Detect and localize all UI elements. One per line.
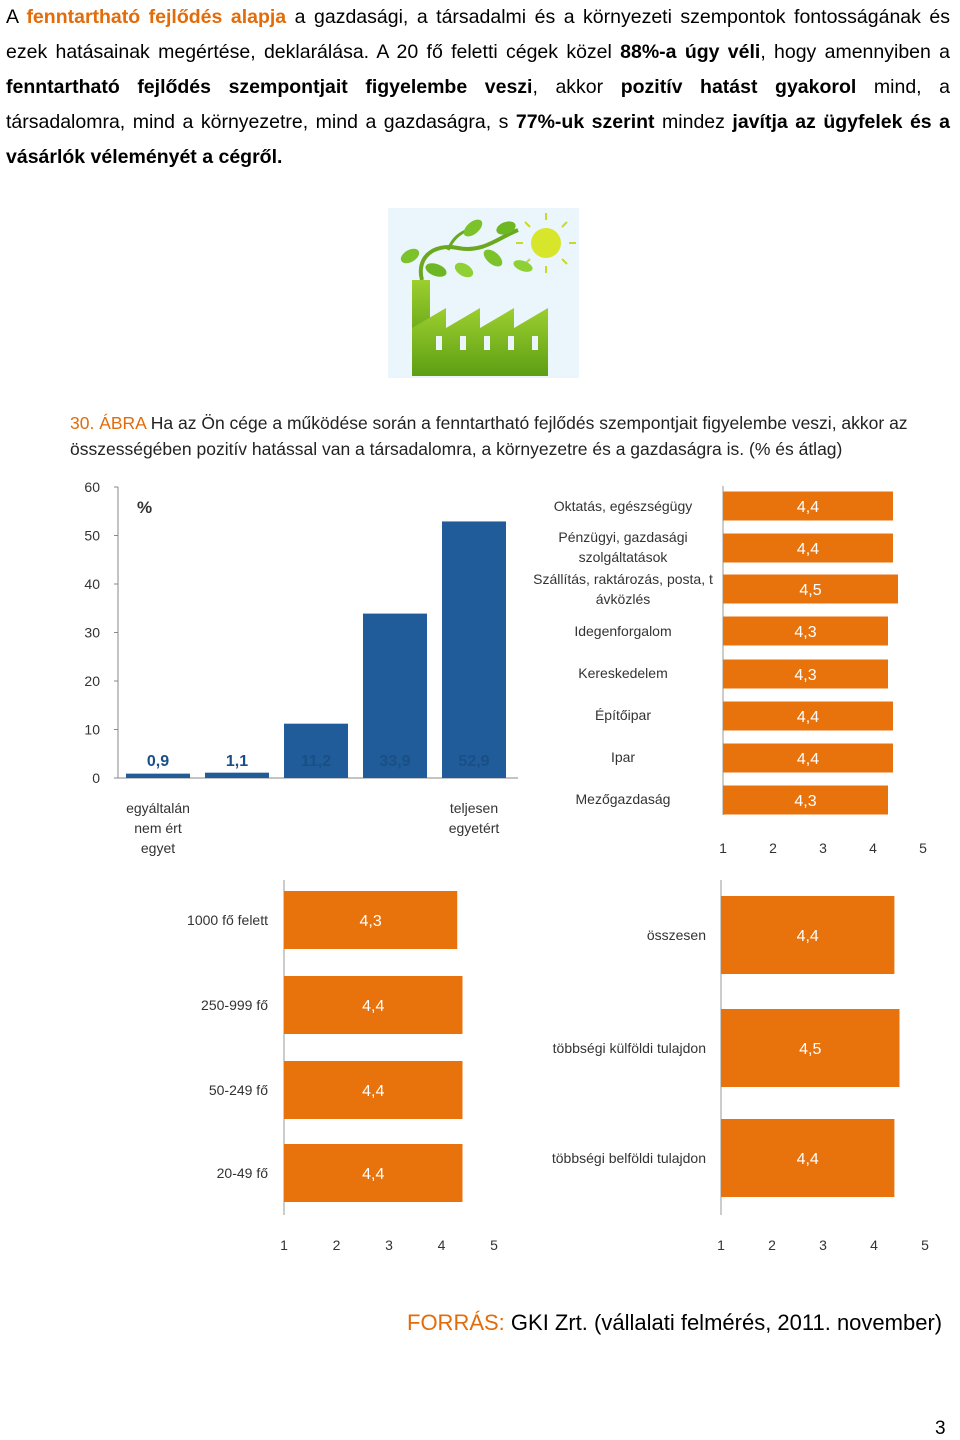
category-label: összesen [646,927,706,943]
data-label: 4,4 [796,928,819,945]
data-label: 4,4 [796,541,820,558]
data-label: 4,5 [799,1041,822,1058]
data-label: 4,5 [799,582,822,599]
x-tick-label: 1 [717,1237,725,1253]
category-label: Építőipar [594,707,652,723]
page-number: 3 [935,1418,946,1439]
para-text: , akkor [532,76,621,98]
para-bold: fenntartható fejlődés szempontjait figyelembe veszi [6,76,533,98]
sector-bar-chart [533,486,927,856]
ownership-bar-chart [552,880,929,1253]
para-bold: javítja az ügyfelek és a vásárlók véleményét a cégről. [6,111,950,168]
para-text: a gazdasági, a társadalmi és a környezeti szempontok fontosságának és ezek hatásainak megértése, deklarálása. A 20 fő feletti cégek közel [6,6,950,63]
x-tick-label: 4 [437,1237,446,1253]
data-label: 4,3 [794,793,817,810]
x-tick-label: 3 [385,1237,393,1253]
x-category-label: egyet [140,840,176,856]
x-category-label: nem ért [134,820,182,836]
data-label: 52,9 [458,753,490,770]
para-text: mindez [654,111,733,133]
data-label: 33,9 [379,753,411,770]
category-label: 250-999 fő [201,997,268,1013]
para-highlight: fenntartható fejlődés alapja [26,6,287,28]
x-tick-label: 5 [921,1237,929,1253]
data-label: 4,4 [362,998,385,1015]
x-tick-label: 4 [869,840,877,856]
category-label: Ipar [610,749,636,765]
category-label: Idegenforgalom [574,623,672,639]
y-tick-label: 60 [84,479,100,495]
category-label: Oktatás, egészségügy [553,498,693,514]
source-note [407,1310,942,1336]
data-label: 4,3 [359,913,382,930]
category-label: többségi belföldi tulajdon [551,1150,706,1166]
x-category-label: egyáltalán [126,800,190,816]
data-label: 4,4 [362,1083,385,1100]
y-tick-label: 10 [84,721,100,738]
bar [205,773,269,778]
data-label: 11,2 [300,753,332,770]
category-label: többségi külföldi tulajdon [552,1040,706,1056]
x-tick-label: 2 [769,840,777,856]
data-label: 0,9 [146,753,170,770]
category-label: 50-249 fő [208,1082,268,1098]
likert-bar-chart [84,479,518,856]
y-tick-label: 0 [92,770,100,786]
data-label: 4,4 [796,751,820,768]
x-category-label: egyetért [448,820,500,836]
source-text: GKI Zrt. (vállalati felmérés, 2011. november) [504,1310,943,1335]
x-tick-label: 3 [819,1237,827,1253]
y-tick-label: 50 [84,527,100,544]
y-tick-label: 30 [84,624,100,641]
para-bold: pozitív hatást gyakorol [620,76,857,98]
data-label: 4,3 [794,667,817,684]
y-tick-label: 40 [84,576,100,592]
x-category-label: teljesen [449,800,499,816]
x-tick-label: 5 [490,1237,498,1253]
x-tick-label: 2 [768,1237,776,1253]
bar [126,774,190,778]
figure-label: 30. ÁBRA [70,413,146,433]
category-label: 20-49 fő [216,1165,268,1181]
para-text: mind, a társadalomra, mind a környezetre, mind a gazdaságra, s [6,76,950,133]
x-tick-label: 2 [332,1237,341,1253]
data-label: 4,4 [796,499,820,516]
category-label: Kereskedelem [578,665,668,681]
data-label: 4,4 [796,709,820,726]
para-bold: 77%-uk szerint [515,111,655,133]
x-tick-label: 5 [919,840,927,856]
data-label: 1,1 [225,753,249,770]
category-label: 1000 fő felett [187,912,268,928]
category-label: Pénzügyi, gazdasági [558,529,688,545]
data-label: 4,4 [796,1151,819,1168]
para-text: A [6,6,27,28]
category-label: ávközlés [595,591,651,607]
data-label: 4,4 [362,1166,385,1183]
figure-title-text: Ha az Ön cége a működése során a fenntartható fejlődés szempontjait figyelembe veszi, akkor az összességében pozitív hatással van a társadalomra, a környezetre és a gazdaságra is. (% és átlag) [70,413,908,459]
para-text: , hogy amennyiben a [760,41,950,63]
bar [442,521,506,778]
category-label: szolgáltatások [578,549,668,565]
x-tick-label: 3 [819,840,827,856]
data-label: 4,3 [794,624,817,641]
y-tick-label: 20 [84,673,100,689]
size-bar-chart [187,880,498,1253]
x-tick-label: 4 [870,1237,878,1253]
para-bold: 88%-a úgy véli [620,41,761,63]
y-axis-unit: % [137,498,153,517]
source-label: FORRÁS: [407,1310,505,1335]
x-tick-label: 1 [719,840,727,856]
category-label: Szállítás, raktározás, posta, t [533,571,713,587]
category-label: Mezőgazdaság [575,791,671,807]
x-tick-label: 1 [280,1237,288,1253]
